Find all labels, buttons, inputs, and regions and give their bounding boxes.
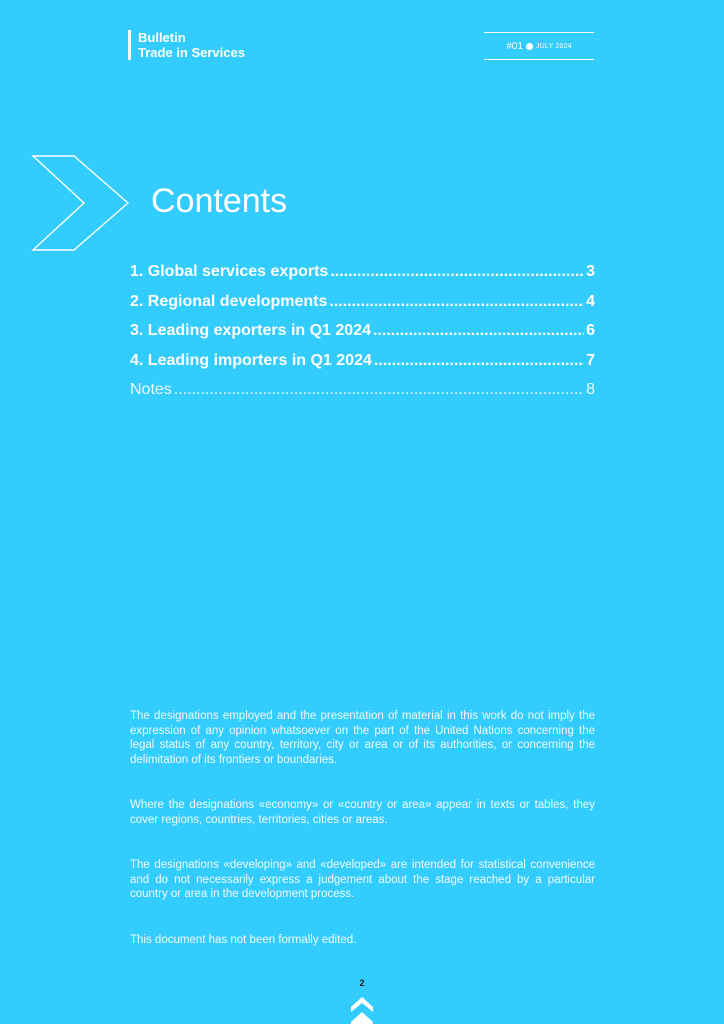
issue-badge xyxy=(484,32,594,60)
bulletin-title: Bulletin xyxy=(138,30,186,45)
up-chevrons-icon xyxy=(350,995,374,1024)
toc-item-label: 2. Regional developments xyxy=(130,292,328,310)
toc-item-notes[interactable] xyxy=(130,381,595,411)
disclaimer xyxy=(130,709,595,978)
page-number: 2 xyxy=(359,978,365,988)
toc-item-page: 3 xyxy=(586,263,595,280)
bulletin-brand xyxy=(128,30,245,60)
disclaimer-paragraph: This document has not been formally edited. xyxy=(130,933,357,946)
toc-item-label: 4. Leading importers in Q1 2024 xyxy=(130,351,372,369)
toc-leader xyxy=(374,352,584,370)
toc-item-label: Notes xyxy=(130,381,172,398)
disclaimer-paragraph: The designations «developing» and «developed» are intended for statistical convenience and do not necessarily express a judgement about the stage reached by a particular country or area in the development process. xyxy=(130,859,595,900)
toc-item-page: 6 xyxy=(586,322,595,339)
toc-item-global-services-exports[interactable] xyxy=(130,263,595,293)
toc-leader xyxy=(174,381,584,399)
dot-icon xyxy=(526,43,533,50)
toc-leader xyxy=(373,322,584,340)
toc-item-page: 4 xyxy=(586,292,595,310)
toc-item-label: 1. Global services exports xyxy=(130,263,329,280)
table-of-contents xyxy=(130,263,595,411)
toc-leader xyxy=(329,293,584,311)
toc-item-leading-importers[interactable] xyxy=(130,352,595,382)
issue-number: #01 xyxy=(506,40,523,52)
toc-item-regional-developments[interactable] xyxy=(130,293,595,323)
disclaimer-paragraph: Where the designations «economy» or «country or area» appear in texts or tables, they cover regions, countries, territories, cities or areas. xyxy=(130,799,595,826)
disclaimer-paragraph: The designations employed and the presentation of material in this work do not imply the expression of any opinion whatsoever on the part of the United Nations concerning the legal status of any country, territory, city or area or of its authorities, or concerning the delimitation of its frontiers or boundaries. xyxy=(130,710,595,766)
toc-item-page: 8 xyxy=(586,381,595,398)
issue-date: JULY 2024 xyxy=(535,42,572,50)
chevron-right-icon xyxy=(30,154,130,254)
toc-leader xyxy=(330,263,584,281)
toc-item-leading-exporters[interactable] xyxy=(130,322,595,352)
toc-item-label: 3. Leading exporters in Q1 2024 xyxy=(130,322,371,339)
bulletin-subtitle: Trade in Services xyxy=(138,45,245,60)
contents-title: Contents xyxy=(151,182,288,220)
toc-item-page: 7 xyxy=(586,351,595,369)
